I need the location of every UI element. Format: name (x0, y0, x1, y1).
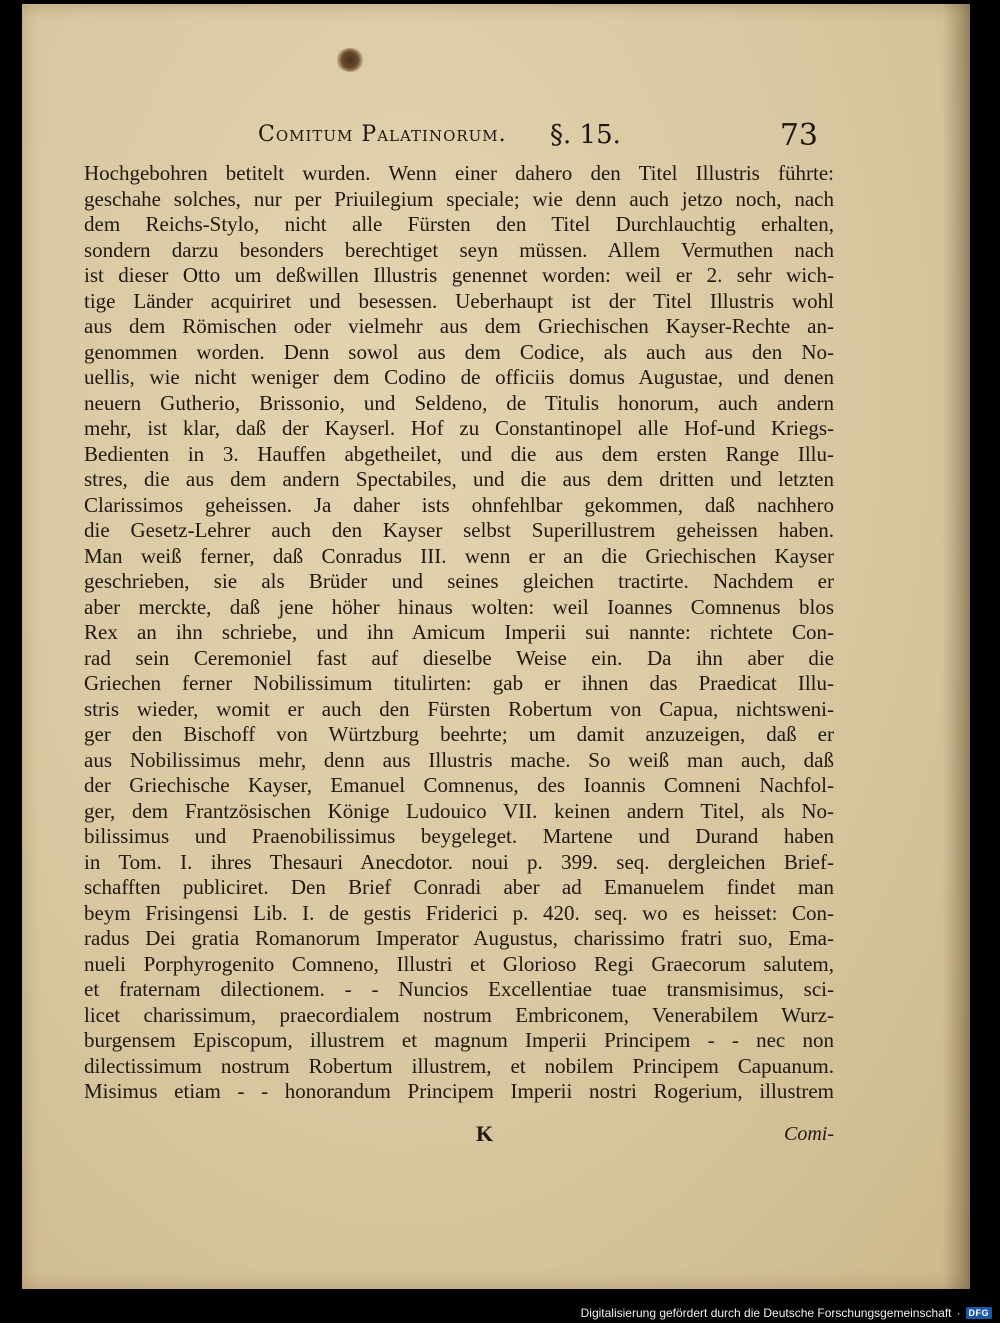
credit-text: Digitalisierung gefördert durch die Deutsche Forschungsgemeinschaft (580, 1306, 952, 1320)
text-line: Hochgebohren betitelt wurden. Wenn einer dahero den Titel Illustris führte: (84, 161, 834, 185)
text-line: nueli Porphyrogenito Comneno, Illustri et Glorioso Regi Graecorum salutem, (84, 951, 834, 976)
dfg-logo-icon: DFG (966, 1307, 993, 1319)
text-line: ger, dem Frantzösischen Könige Ludouico VII. keinen andern Titel, als No- (84, 798, 834, 823)
text-line: et fraternam dilectionem. - - Nuncios Excellentiae tuae transmisimus, sci- (84, 977, 834, 1001)
text-line: in Tom. I. ihres Thesauri Anecdotor. noui p. 399. seq. dergleichen Brief- (84, 849, 834, 874)
page-number: 73 (779, 118, 818, 153)
text-line: geschahe solches, nur per Priuilegium speciale; wie denn auch jetzo noch, nach (84, 186, 834, 211)
page-header (258, 118, 818, 158)
text-line: Bedienten in 3. Hauffen abgetheilet, und die aus dem ersten Range Illu- (84, 441, 834, 466)
text-line: stris wieder, womit er auch den Fürsten Robertum von Capua, nichtsweni- (84, 696, 834, 721)
text-line: beym Frisingensi Lib. I. de gestis Friderici p. 420. seq. wo es heisset: Con- (84, 900, 834, 925)
text-line: radus Dei gratia Romanorum Imperator Augustus, charissimo fratri suo, Ema- (84, 926, 834, 950)
ink-stain (336, 48, 364, 72)
text-line: aus dem Römischen oder vielmehr aus dem Griechischen Kayser-Rechte an- (84, 314, 834, 338)
separator: · (956, 1306, 961, 1320)
text-line: rad sein Ceremoniel fast auf dieselbe Weise ein. Da ihn aber die (84, 645, 834, 670)
signature-mark: K (476, 1121, 494, 1146)
text-line: geschrieben, sie als Brüder und seines gleichen tractirte. Nachdem er (84, 569, 834, 593)
text-line: Clarissimos geheissen. Ja daher ists ohnfehlbar gekommen, daß nachhero (84, 492, 834, 517)
page-edge-shadow (942, 4, 970, 1289)
text-line: genommen worden. Denn sowol aus dem Codice, als auch aus den No- (84, 339, 834, 364)
body-text (84, 161, 834, 1105)
section-number: §. 15. (550, 120, 621, 150)
text-line: Griechen ferner Nobilissimum titulirten: gab er ihnen das Praedicat Illu- (84, 671, 834, 695)
text-line: aber merckte, daß jene höher hinaus wolten: weil Ioannes Comnenus blos (84, 594, 834, 619)
text-line: licet charissimum, praecordialem nostrum Embriconem, Venerabilem Wurz- (84, 1002, 834, 1027)
text-line: mehr, ist klar, daß der Kayserl. Hof zu Constantinopel alle Hof-und Kriegs- (84, 416, 834, 440)
page-footer (84, 1121, 834, 1151)
text-line: burgensem Episcopum, illustrem et magnum Imperii Principem - - nec non (84, 1028, 834, 1052)
text-line: die Gesetz-Lehrer auch den Kayser selbst Superillustrem geheissen haben. (84, 518, 834, 542)
text-line: dilectissimum nostrum Robertum illustrem, et nobilem Principem Capuanum. (84, 1053, 834, 1078)
text-line: uellis, wie nicht weniger dem Codino de officiis domus Augustae, und denen (84, 365, 834, 389)
text-line: aus Nobilissimus mehr, denn aus Illustris mache. So weiß man auch, daß (84, 747, 834, 772)
catchword: Comi- (784, 1123, 834, 1145)
text-line: Man weiß ferner, daß Conradus III. wenn er an die Griechischen Kayser (84, 543, 834, 568)
text-line: der Griechische Kayser, Emanuel Comnenus, des Ioannis Comneni Nachfol- (84, 773, 834, 797)
text-line: neuern Gutherio, Brissonio, und Seldeno, de Titulis honorum, auch andern (84, 390, 834, 415)
text-line: bilissimus und Praenobilissimus beygeleget. Martene und Durand haben (84, 824, 834, 848)
text-line: ist dieser Otto um deßwillen Illustris genennet worden: weil er 2. sehr wich- (84, 263, 834, 287)
text-line: ger den Bischoff von Würtzburg beehrte; um damit anzuzeigen, daß er (84, 722, 834, 746)
running-title: Comitum Palatinorum. (258, 122, 507, 147)
text-line: stres, die aus dem andern Spectabiles, und die aus dem dritten und letzten (84, 467, 834, 491)
text-line: dem Reichs-Stylo, nicht alle Fürsten den Titel Durchlauchtig erhalten, (84, 212, 834, 236)
digitization-credit (581, 1303, 992, 1323)
text-line: tige Länder acquiriret und besessen. Ueberhaupt ist der Titel Illustris wohl (84, 288, 834, 313)
text-line: schafften publiciret. Den Brief Conradi aber ad Emanuelem findet man (84, 875, 834, 899)
text-line: sondern darzu besonders berechtiget seyn müssen. Allem Vermuthen nach (84, 237, 834, 262)
book-page (22, 4, 970, 1289)
text-line: Misimus etiam - - honorandum Principem Imperii nostri Rogerium, illustrem (84, 1079, 834, 1103)
text-line: Rex an ihn schriebe, und ihn Amicum Imperii sui nannte: richtete Con- (84, 620, 834, 644)
